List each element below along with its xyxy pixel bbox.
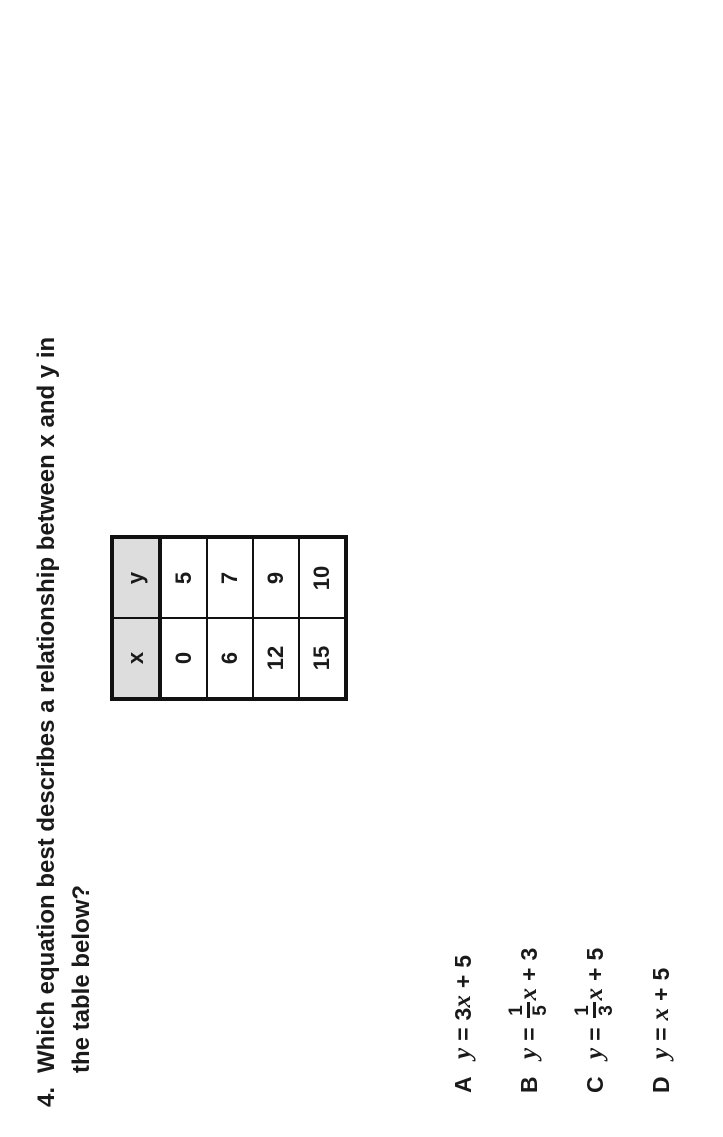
variable-x: x: [581, 987, 608, 1001]
xy-table-container: [110, 535, 348, 701]
choice-equation: [505, 947, 551, 1059]
constant-term: 5: [449, 954, 476, 968]
plus-sign: +: [449, 974, 476, 989]
table-cell-y: 5: [160, 537, 207, 618]
answer-choices: [430, 393, 694, 1093]
question-block: [30, 17, 100, 1107]
table-cell-x: 0: [160, 618, 207, 699]
answer-choice-b[interactable]: [496, 393, 562, 1093]
plus-sign: +: [647, 987, 674, 1001]
equals-sign: =: [581, 1027, 608, 1041]
equals-sign: =: [515, 1027, 542, 1041]
question-number: 4.: [33, 1086, 60, 1107]
xy-table: [110, 535, 348, 701]
table-row: [299, 537, 346, 699]
choice-letter: C: [581, 1076, 608, 1093]
table-body: [160, 537, 346, 699]
equals-sign: =: [647, 1027, 674, 1041]
choice-letter: A: [449, 1076, 476, 1093]
variable-x: x: [449, 995, 476, 1008]
table-row: [207, 537, 253, 699]
table-cell-y: 10: [299, 537, 346, 618]
answer-choice-d[interactable]: [628, 393, 694, 1093]
question-text-line-2: the table below?: [67, 884, 95, 1073]
table-cell-x: 6: [207, 618, 253, 699]
constant-term: 3: [515, 947, 542, 961]
equation-lhs: y: [581, 1047, 608, 1059]
choice-equation: [647, 968, 675, 1059]
fraction-denominator: 5: [529, 1005, 551, 1016]
equals-sign: =: [449, 1027, 476, 1041]
coefficient: 3: [449, 1007, 476, 1021]
table-cell-x: 15: [299, 618, 346, 699]
choice-letter: D: [647, 1076, 674, 1093]
question-text-line-1: Which equation best describes a relationship between x and y in: [33, 336, 60, 1073]
table-header-y: y: [112, 537, 160, 618]
fraction: [573, 1002, 616, 1018]
fraction: [507, 1002, 550, 1018]
table-row: [253, 537, 299, 699]
plus-sign: +: [515, 967, 542, 981]
fraction-numerator: 1: [505, 1005, 527, 1016]
choice-equation: [571, 947, 617, 1059]
constant-term: 5: [647, 967, 674, 981]
table-header-row-group: [112, 537, 160, 699]
table-header-x: x: [112, 618, 160, 699]
plus-sign: +: [581, 967, 608, 981]
table-cell-y: 9: [253, 537, 299, 618]
choice-equation: [449, 955, 477, 1059]
table-cell-y: 7: [207, 537, 253, 618]
equation-lhs: y: [647, 1047, 674, 1059]
table-row: [160, 537, 207, 699]
fraction-denominator: 3: [595, 1005, 617, 1016]
variable-x: x: [515, 987, 542, 1001]
equation-lhs: y: [449, 1047, 476, 1059]
constant-term: 5: [581, 947, 608, 961]
variable-x: x: [647, 1007, 674, 1021]
fraction-numerator: 1: [571, 1005, 593, 1016]
question-text: [30, 337, 100, 1073]
table-header-row: [112, 537, 160, 699]
answer-choice-c[interactable]: [562, 393, 628, 1093]
answer-choice-a[interactable]: [430, 393, 496, 1093]
equation-lhs: y: [515, 1047, 542, 1059]
table-cell-x: 12: [253, 618, 299, 699]
choice-letter: B: [515, 1076, 542, 1093]
